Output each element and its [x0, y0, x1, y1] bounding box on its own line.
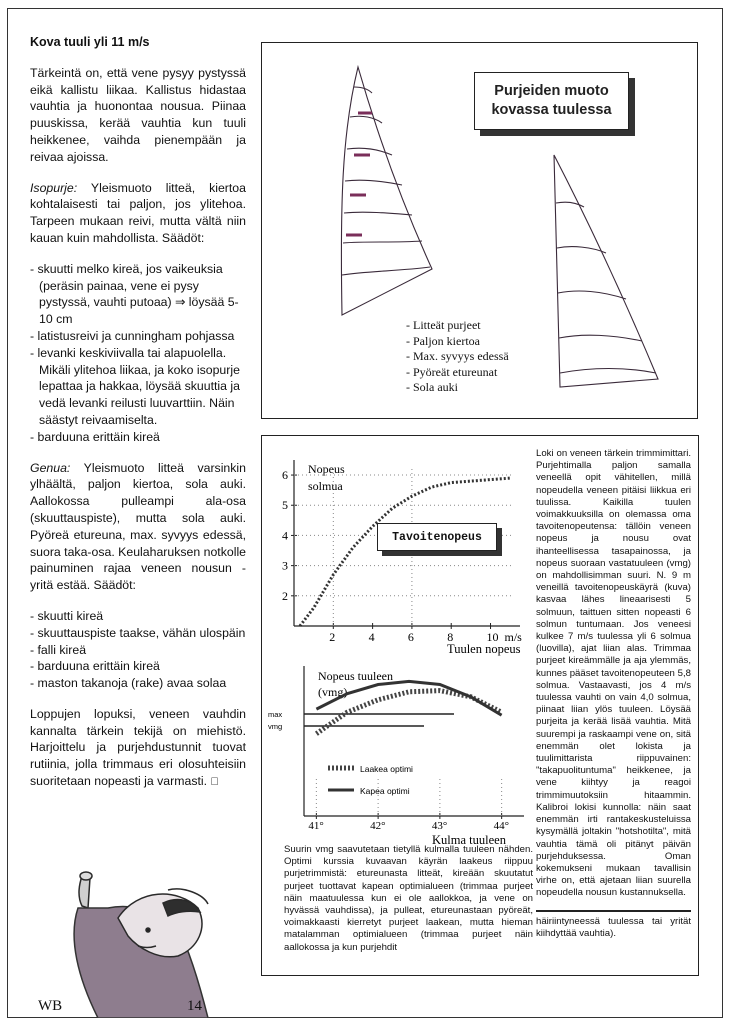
bullet-item: - Litteät purjeet [406, 318, 481, 332]
x-tick-label: 2 [329, 630, 336, 644]
sail-draft-line [558, 291, 626, 299]
isopurje-list [30, 261, 246, 446]
sail-draft-line [560, 369, 656, 374]
genua-label: Genua: [30, 460, 71, 475]
x-tick-label: 10 [486, 630, 499, 644]
genua-list [30, 608, 246, 692]
list-item: - skuuttauspiste taakse, vähän ulospäin [30, 625, 246, 640]
list-item: - levanki keskiviivalla tai alapuolella. Mikäli ylitehoa liikaa, ja koko isopurje lepattaa ja hakkaa, löysää skuuttia ja vedä levanki reilusti luuvarttiin. Näin säästyt reivaamiselta. [30, 345, 240, 427]
jib-outline [554, 155, 658, 387]
list-item: - skuutti melko kireä, jos vaikeuksia (peräsin painaa, vene ei pysy pystyssä, vauhti putoaa) ⇒ löysää 5-10 cm [30, 261, 239, 327]
apple-icon [210, 776, 218, 788]
isopurje-text: Yleismuoto litteä, kiertoa kohtalaisesti tai paljon, jos ylitehoa. Tarpeen mukaan reivi, mutta vältä niin kauan kuin mahdollista. Säädöt: [30, 180, 246, 245]
performance-box [261, 435, 699, 976]
y-tick-label: 5 [282, 498, 288, 513]
sail-draft-line [354, 87, 372, 93]
mainsail-outline [341, 67, 432, 315]
genua-paragraph [30, 460, 246, 594]
y-axis-label: Nopeus tuuleen [318, 669, 393, 683]
vmg-chart [262, 436, 536, 856]
sail-shape-box [261, 42, 698, 419]
sailor-illustration [68, 868, 218, 1018]
divider [536, 910, 691, 912]
left-column [30, 34, 246, 805]
x-tick-label: 42° [370, 820, 386, 832]
closing-paragraph [30, 706, 246, 791]
y-tick-label: vmg [268, 722, 283, 731]
y-tick-label: 6 [282, 468, 288, 483]
closing-text: Loppujen lopuksi, veneen vauhdin kannalta tärkein tekijä on miehistö. Harjoittelu ja purjehdustunnit tuovat rutiinia, jolla trimmaus eri olosuhteisiin suoritetaan nopeasti ja varmasti. [30, 706, 246, 789]
footer-logo: WB [38, 998, 63, 1014]
x-tick-label: 4 [368, 630, 375, 644]
sail-title-box [474, 72, 629, 130]
sail-title-line1: Purjeiden muoto [494, 83, 609, 99]
isopurje-paragraph [30, 180, 246, 247]
x-axis-label: Tuulen nopeus [447, 642, 521, 656]
vmg-caption: Suurin vmg saavutetaan tietyllä kulmalla tuuleen nähden. Optimi kurssia kuvaavan käyrän laakeus riippuu purjetrimmistä: etureunasta litteät, kireään skuutatut purjeet tuottavat kapean optimialueen (trimmaa purjeet näin maatuulessa kun ei ole aallokkoa, ja vene on hyvässä vauhdissa), ja pulleat, etureunastaan pyöreät, voimakkaasti kierretyt purjeet laakean, mutta hieman matalamman optimialueen (trimmaa purjeet näin aallokossa ja kun purjehdit [284, 844, 533, 953]
y-tick-label: 2 [282, 588, 288, 603]
list-item: - maston takanoja (rake) avaa solaa [30, 676, 227, 691]
loki-paragraph: Loki on veneen tärkein trimmimittari. Purjehtimalla paljon samalla veneellä opit vähitellen, millä nopeudella veneen pitäisi liikkua eri tuulissa. Kaikilla tuulen voimakkuuksilla on olemassa oma tavoitenopeutensa: tällöin veneen nopeus ja nousu ovat ihanteellisessa tasapainossa, ja nopeus suoraan vastatuuleen (vmg) on mahdollisimman suuri. N. 9 m veneillä tavoitenopeuskäyrä (kuva) kasvaa lähes lineaarisesti 5 solmuun, taittuen sitten nopeasti 6 solmun tuntumaan. Jos veneesi kulkee 7 m/s tuulessa yli 6 solmua (luovilla), ajat liian alas. Trimmaa purjeet kireämmälle ja aja ylemmäs, kunnes pääset tavoitenopeuteen 5,8 solmua. Vastaavasti, jos 4 m/s tuulessa vauhti on vain 4,0 solmua, piinaat liian ylös tuuleen. Löysää purjeita ja kerää lisää vauhtia. Mitä suurempi ja raskaampi vene on, sitä enemmän olet lokista ja tuulimittarista riippuvainen: "takapuolituntuma" heikkenee, ja vene kiihtyy ja reagoi trimmimuutoksiin hitaammin. Kalibroi lokisi kunnolla: näin saat enemmän irti rantakeskusteluissa kysymällä joltakin "hotshotilta", mitä vauhtia tämä oli pitänyt päivän purjehduksessa. Oman kokemukseni mukaan tavallisin virhe on, että ajetaan liian suurella nopeudella nousun kustannuksella. [536, 448, 691, 899]
sail-bullets [406, 318, 509, 396]
right-text-column [536, 448, 691, 940]
genua-text: Yleismuoto litteä varsinkin ylhäältä, paljon kiertoa, sola auki. Aallokossa pulleampi ala-osa (skuuttauspiste), mutta sola auki. Pyöreä etureuna, max. syvyys edessä, suora taka-osa. Keulaharuksen notkolle painuminen rajaa veneen nousun - yritä estää. Säädöt: [30, 460, 247, 593]
continued-text: häiriintyneessä tuulessa tai yrität kiihdyttää vauhtia). [536, 915, 691, 939]
legend-label: Kapea optimi [360, 786, 410, 796]
sail-draft-line [559, 335, 642, 341]
x-tick-label: 41° [308, 820, 324, 832]
y-tick-label: 3 [282, 558, 288, 573]
x-tick-label: 6 [407, 630, 414, 644]
intro-paragraph: Tärkeintä on, että vene pysyy pystyssä eikä kallistu liikaa. Kallistus hidastaa vauhtia ja huonontaa nousua. Piinaa puuskissa, kerää vauhtia kun tuuli heikkenee, vaihda pienempään ja reivaa ajoissa. [30, 65, 246, 164]
sail-draft-line [342, 267, 430, 275]
bullet-item: - Sola auki [406, 380, 458, 394]
y-tick-label: max [268, 710, 283, 719]
y-axis-label: Nopeus [308, 462, 345, 476]
list-item: - falli kireä [30, 642, 87, 657]
sail-draft-line [345, 180, 402, 185]
target-speed-label: Tavoitenopeus [377, 523, 497, 551]
x-axis-label: Kulma tuuleen [432, 833, 506, 847]
sail-draft-line [343, 241, 422, 243]
bullet-item: - Pyöreät etureunat [406, 364, 498, 379]
x-tick-label: 43° [431, 820, 448, 832]
sail-draft-line [344, 212, 412, 215]
bullet-item: - Paljon kiertoa [406, 333, 480, 348]
page-number: 14 [187, 998, 202, 1014]
y-axis-label: (vmg) [318, 685, 348, 699]
bullet-item: - Max. syvyys edessä [406, 349, 509, 363]
sail-draft-line [350, 116, 382, 123]
list-item: - barduuna erittäin kireä [30, 659, 160, 674]
sail-draft-line [557, 247, 606, 253]
x-tick-label: 44° [493, 820, 510, 832]
legend-label: Laakea optimi [360, 764, 413, 774]
x-unit-label: m/s [504, 630, 522, 644]
x-tick-label: 8 [447, 630, 454, 644]
y-axis-label: solmua [308, 479, 343, 493]
list-item: - skuutti kireä [30, 608, 104, 623]
list-item: - barduuna erittäin kireä [30, 429, 160, 444]
list-item: - latistusreivi ja cunningham pohjassa [30, 328, 235, 343]
sail-title-line2: kovassa tuulessa [491, 102, 612, 118]
y-tick-label: 4 [282, 528, 288, 543]
isopurje-label: Isopurje: [30, 180, 78, 195]
section-heading: Kova tuuli yli 11 m/s [30, 35, 150, 49]
